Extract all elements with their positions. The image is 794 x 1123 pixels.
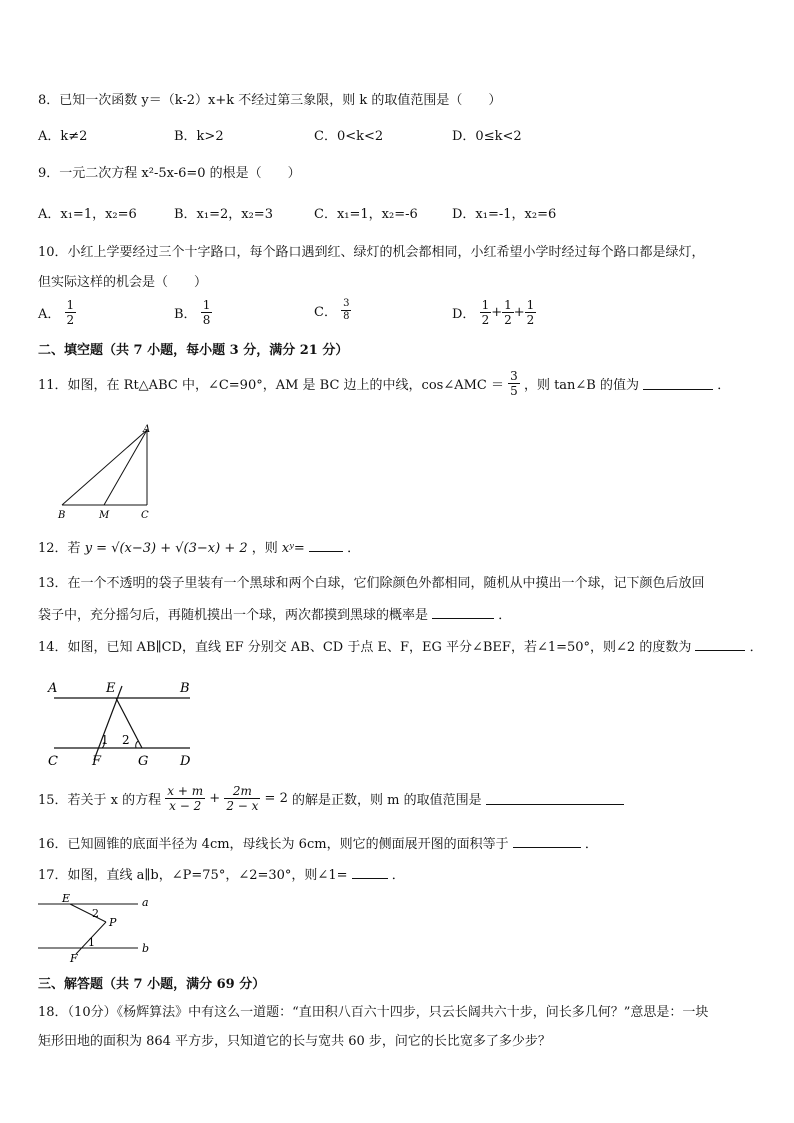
q10-stem-line2: 但实际这样的机会是（ ） xyxy=(38,275,208,290)
q11-label-c: C xyxy=(141,510,149,521)
q16-answer-blank xyxy=(513,835,581,848)
q11-text-pre: 11．如图，在 Rt△ABC 中，∠C=90°，AM 是 BC 边上的中线，cos∠AMC ＝ xyxy=(38,378,505,393)
q8-option-d: D．0≤k<2 xyxy=(452,129,522,144)
q14-label-d: D xyxy=(180,754,191,769)
q12-stem xyxy=(38,537,360,556)
q11-label-a: A xyxy=(143,424,151,435)
q10-option-c xyxy=(314,298,351,323)
q17-answer-blank xyxy=(352,866,388,879)
q14-label-c: C xyxy=(48,754,58,769)
q17-label-e: E xyxy=(62,892,71,905)
q13-answer-blank xyxy=(432,606,494,619)
q17-label-a: a xyxy=(142,896,149,909)
q14-figure xyxy=(44,676,204,772)
q15-fraction-2: $\frac{2m}{2 - x}$ xyxy=(226,784,259,813)
q15-stem xyxy=(38,784,624,813)
section-3-heading: 三、解答题（共 7 小题，满分 69 分） xyxy=(38,977,266,992)
q14-label-e: E xyxy=(106,681,116,696)
q16-text-end: ． xyxy=(584,837,598,852)
q11-label-m: M xyxy=(99,510,110,521)
q18-line2: 矩形田地的面积为 864 平方步，只知道它的长与宽共 60 步，问它的长比宽多了多少步？ xyxy=(38,1034,551,1049)
q10-option-b-fraction: $\frac{1}{8}$ xyxy=(202,298,211,327)
q14-label-angle-2: 2 xyxy=(122,733,130,747)
q10-option-d-plus-2: + xyxy=(513,305,525,320)
q14-line-ef xyxy=(94,686,122,760)
q14-text-end: ． xyxy=(749,640,763,655)
q11-text-post: ，则 tan∠B 的值为 xyxy=(523,378,639,393)
q9-stem: 9．一元二次方程 x²-5x-6=0 的根是（ ） xyxy=(38,166,301,181)
q10-option-c-label: C． xyxy=(314,305,337,320)
q12-answer-blank xyxy=(309,539,343,552)
q12-text-pre: 12．若 xyxy=(38,541,81,556)
q10-option-a-fraction: $\frac{1}{2}$ xyxy=(66,298,75,327)
q15-text-pre: 15．若关于 x 的方程 xyxy=(38,793,162,808)
q10-option-d xyxy=(452,298,536,327)
q10-option-d-fraction-2: $\frac{1}{2}$ xyxy=(504,298,512,327)
q10-option-b xyxy=(174,298,212,327)
q12-equation: y = √(x−3) + √(3−x) + 2 xyxy=(84,541,248,556)
q12-text-end: ． xyxy=(347,541,361,556)
q8-option-a: A．k≠2 xyxy=(38,129,88,144)
q10-option-d-label: D． xyxy=(452,307,476,322)
q14-text: 14．如图，已知 AB∥CD，直线 EF 分别交 AB、CD 于点 E、F，EG 平分∠BEF，若∠1=50°，则∠2 的度数为 xyxy=(38,640,692,655)
q17-label-angle-2: 2 xyxy=(92,907,99,920)
q9-option-b: B．x₁=2，x₂=3 xyxy=(174,207,273,222)
q11-text-end: ． xyxy=(717,378,731,393)
q10-option-d-fraction-1: $\frac{1}{2}$ xyxy=(481,298,490,327)
q10-option-a-label: A． xyxy=(38,307,61,322)
q15-equals: = 2 xyxy=(264,791,288,806)
q17-label-angle-1: 1 xyxy=(88,936,95,949)
q17-label-f: F xyxy=(70,952,78,964)
q17-line-ep xyxy=(70,904,106,922)
q14-label-b: B xyxy=(180,681,190,696)
q9-option-d: D．x₁=-1，x₂=6 xyxy=(452,207,557,222)
q17-figure xyxy=(34,890,160,964)
q9-option-a: A．x₁=1，x₂=6 xyxy=(38,207,137,222)
q10-option-c-fraction: $\frac{3}{8}$ xyxy=(343,298,350,322)
q11-line-ab xyxy=(62,430,147,505)
q15-answer-blank xyxy=(486,792,624,805)
q13-text: 袋子中，充分摇匀后，再随机摸出一个球，两次都摸到黑球的概率是 xyxy=(38,608,429,623)
q18-line1: 18．（10分）《杨辉算法》中有这么一道题：“直田积八百六十四步，只云长阔共六十步，问长多几何？”意思是：一块 xyxy=(38,1005,709,1020)
q9-option-c: C．x₁=1，x₂=-6 xyxy=(314,207,418,222)
q17-stem xyxy=(38,864,405,883)
q11-fraction: $\frac{3}{5}$ xyxy=(510,369,518,398)
q15-plus: + xyxy=(209,791,221,806)
q14-answer-blank xyxy=(695,638,745,651)
q13-line1: 13．在一个不透明的袋子里装有一个黑球和两个白球，它们除颜色外都相同，随机从中摸出一个球，记下颜色后放回 xyxy=(38,576,705,591)
q13-text-end: ． xyxy=(498,608,512,623)
q10-option-b-label: B． xyxy=(174,307,197,322)
q12-expression: xʸ= xyxy=(281,541,305,556)
q14-label-g: G xyxy=(138,754,149,769)
q14-label-a: A xyxy=(48,681,58,696)
q15-text-post: 的解是正数，则 m 的取值范围是 xyxy=(291,793,482,808)
q14-label-f: F xyxy=(92,754,102,769)
q8-option-c: C．0<k<2 xyxy=(314,129,384,144)
q8-stem: 8．已知一次函数 y＝（k-2）x+k 不经过第三象限，则 k 的取值范围是（ ） xyxy=(38,93,502,108)
q11-line-am xyxy=(104,430,147,505)
q14-angle-2-arc xyxy=(136,741,138,748)
q11-label-b: B xyxy=(58,510,66,521)
q11-figure xyxy=(52,420,162,524)
q17-text-end: ． xyxy=(391,868,405,883)
q10-stem-line1: 10．小红上学要经过三个十字路口，每个路口遇到红、绿灯的机会都相同，小红希望小学时经过每个路口都是绿灯， xyxy=(38,245,705,260)
q10-option-d-fraction-3: $\frac{1}{2}$ xyxy=(526,298,535,327)
q10-option-a xyxy=(38,298,76,327)
q15-fraction-1: $\frac{x + m}{x - 2}$ xyxy=(167,784,204,813)
q11-answer-blank xyxy=(643,377,713,390)
q17-text: 17．如图，直线 a∥b，∠P=75°，∠2=30°，则∠1= xyxy=(38,868,348,883)
q14-label-angle-1: 1 xyxy=(101,733,109,747)
q12-text-mid: ，则 xyxy=(251,541,278,556)
q10-option-d-plus-1: + xyxy=(491,305,503,320)
q14-stem xyxy=(38,636,763,655)
q16-stem xyxy=(38,833,598,852)
q8-option-b: B．k>2 xyxy=(174,129,224,144)
q11-stem xyxy=(38,369,730,398)
q17-label-p: P xyxy=(109,916,117,929)
q17-label-b: b xyxy=(142,942,150,955)
q13-line2 xyxy=(38,604,511,623)
q16-text: 16．已知圆锥的底面半径为 4cm，母线长为 6cm，则它的侧面展开图的面积等于 xyxy=(38,837,509,852)
section-2-heading: 二、填空题（共 7 小题，每小题 3 分，满分 21 分） xyxy=(38,343,349,358)
